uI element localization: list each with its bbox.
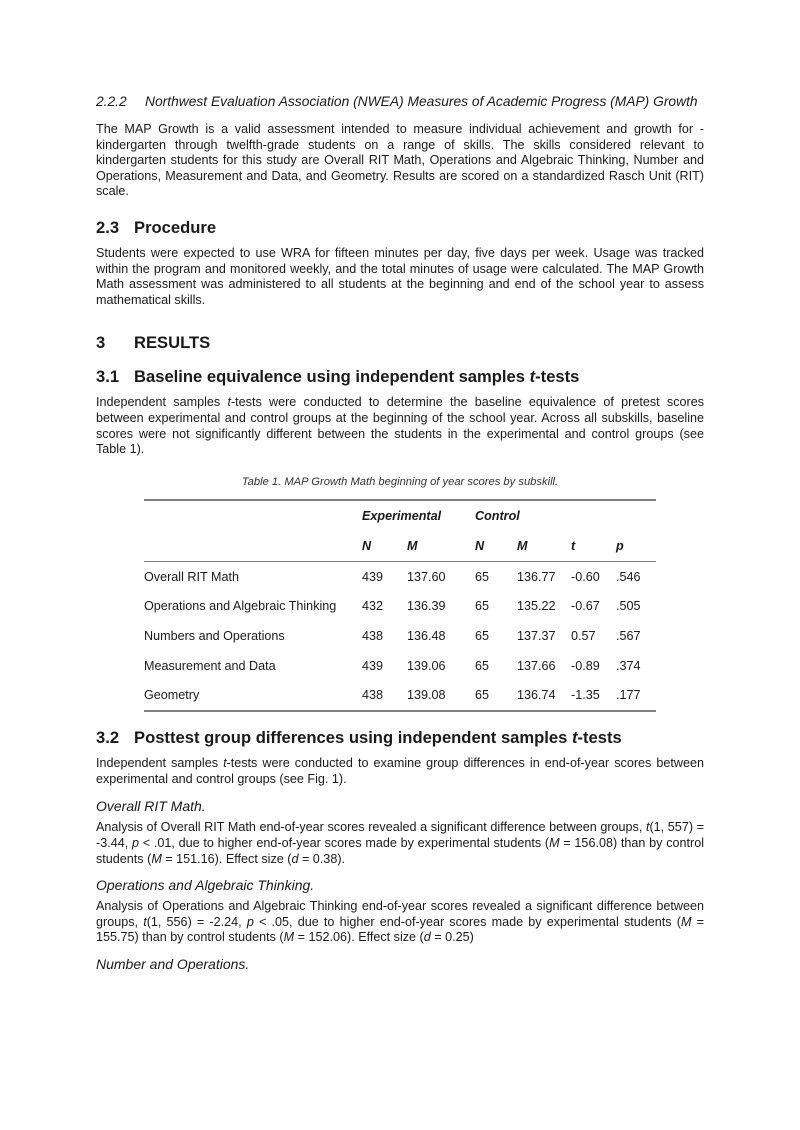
section-3-2-paragraph: Independent samples t-tests were conducted to examine group differences in end-of-year scores between experimental and control groups (see Fig. 1). (96, 756, 704, 786)
cell: 439 (362, 569, 384, 584)
section-3-1-paragraph: Independent samples t-tests were conducted to determine the baseline equivalence of pretest scores between experimental and control groups at the beginning of the school year. Across all subskills, baseline scores were not significantly different between the students in the experimental and control groups (see Table 1). (96, 395, 704, 457)
cell: -0.89 (571, 658, 600, 673)
cell: 65 (475, 688, 490, 703)
cell: 65 (475, 628, 490, 643)
column-header: p (616, 538, 624, 553)
column-header: M (517, 538, 528, 553)
cell: 0.57 (571, 628, 596, 643)
row-label: Measurement and Data (144, 658, 276, 673)
table-row (144, 680, 656, 711)
section-number: 3.2 (96, 728, 120, 748)
cell: 139.06 (407, 658, 446, 673)
subheading-number-and-operations: Number and Operations. (96, 955, 250, 972)
table-group-header-row (144, 500, 656, 531)
cell: 439 (362, 658, 384, 673)
group-experimental-header: Experimental (362, 509, 442, 524)
row-label: Numbers and Operations (144, 628, 285, 643)
section-title: Posttest group differences using independent samples t-tests (134, 728, 622, 748)
cell: 438 (362, 688, 384, 703)
section-3-1-heading (96, 367, 704, 387)
column-header: N (475, 538, 485, 553)
overall-rit-math-paragraph: Analysis of Overall RIT Math end-of-year scores revealed a significant difference between groups, t(1, 557) = -3.44, p < .01, due to higher end-of-year scores made by experimental students (M = 156.08) than by control students (M = 151.16). Effect size (d = 0.38). (96, 820, 705, 866)
cell: 65 (475, 569, 490, 584)
row-label: Overall RIT Math (144, 569, 239, 584)
section-number: 3 (96, 333, 106, 353)
operations-algebraic-thinking-paragraph: Analysis of Operations and Algebraic Thinking end-of-year scores revealed a significant difference between groups, t(1, 556) = -2.24, p < .05, due to higher end-of-year scores made by experimental students (M = 155.75) than by control students (M = 152.06). Effect size (d = 0.25) (96, 899, 704, 945)
section-number: 3.1 (96, 367, 120, 387)
section-title: Northwest Evaluation Association (NWEA) Measures of Academic Progress (MAP) Growth (145, 94, 698, 109)
cell: .177 (616, 688, 641, 703)
cell: .505 (616, 599, 641, 614)
section-title: Baseline equivalence using independent samples t-tests (134, 367, 580, 387)
cell: 432 (362, 599, 384, 614)
cell: 137.37 (517, 628, 556, 643)
section-title: Procedure (134, 217, 217, 237)
table-caption: Table 1. MAP Growth Math beginning of year scores by subskill. (241, 475, 559, 488)
section-number: 2.3 (96, 217, 120, 237)
cell: -0.67 (571, 599, 600, 614)
section-number: 2.2.2 (96, 94, 127, 109)
cell: -1.35 (571, 688, 600, 703)
group-control-header: Control (475, 509, 520, 524)
cell: .567 (616, 628, 641, 643)
cell: .374 (616, 658, 641, 673)
section-3-2-heading (96, 728, 704, 748)
subheading-overall-rit-math: Overall RIT Math. (96, 798, 206, 815)
row-label: Geometry (144, 688, 200, 703)
cell: 65 (475, 658, 490, 673)
subheading-operations-algebraic-thinking: Operations and Algebraic Thinking. (96, 877, 315, 894)
cell: 136.77 (517, 569, 556, 584)
section-2-3-paragraph: Students were expected to use WRA for fifteen minutes per day, five days per week. Usage was tracked within the program and monitored weekly, and the total minutes of usage were calculated. The MAP Growth Math assessment was administered to all students at the beginning and end of the school year to assess mathematical skills. (96, 245, 704, 307)
column-header: t (571, 538, 576, 553)
cell: 65 (475, 599, 490, 614)
section-3-heading (96, 333, 704, 353)
table-1 (144, 499, 656, 712)
cell: -0.60 (571, 569, 600, 584)
cell: 136.48 (407, 628, 446, 643)
cell: 139.08 (407, 688, 446, 703)
row-label: Operations and Algebraic Thinking (144, 599, 337, 614)
section-2-2-2-heading (96, 94, 704, 110)
column-header: M (407, 538, 418, 553)
column-header: N (362, 538, 372, 553)
section-2-2-2-paragraph: The MAP Growth is a valid assessment intended to measure individual achievement and growth for -kindergarten through twelfth-grade students on a range of skills. The skills considered relevant to kindergarten students for this study are Overall RIT Math, Operations and Algebraic Thinking, Number and Operations, Measurement and Data, and Geometry. Results are scored on a standardized Rasch Unit (RIT) scale. (96, 122, 704, 199)
cell: 136.39 (407, 599, 446, 614)
cell: 135.22 (517, 599, 556, 614)
cell: 137.66 (517, 658, 556, 673)
table-row (144, 591, 656, 621)
table-row (144, 621, 656, 651)
cell: 136.74 (517, 688, 556, 703)
page (96, 94, 704, 972)
table-row (144, 651, 656, 681)
table-row (144, 561, 656, 591)
table-column-header-row (144, 531, 656, 561)
cell: .546 (616, 569, 641, 584)
section-title: RESULTS (134, 333, 211, 353)
cell: 438 (362, 628, 384, 643)
section-2-3-heading (96, 218, 704, 238)
cell: 137.60 (407, 569, 446, 584)
